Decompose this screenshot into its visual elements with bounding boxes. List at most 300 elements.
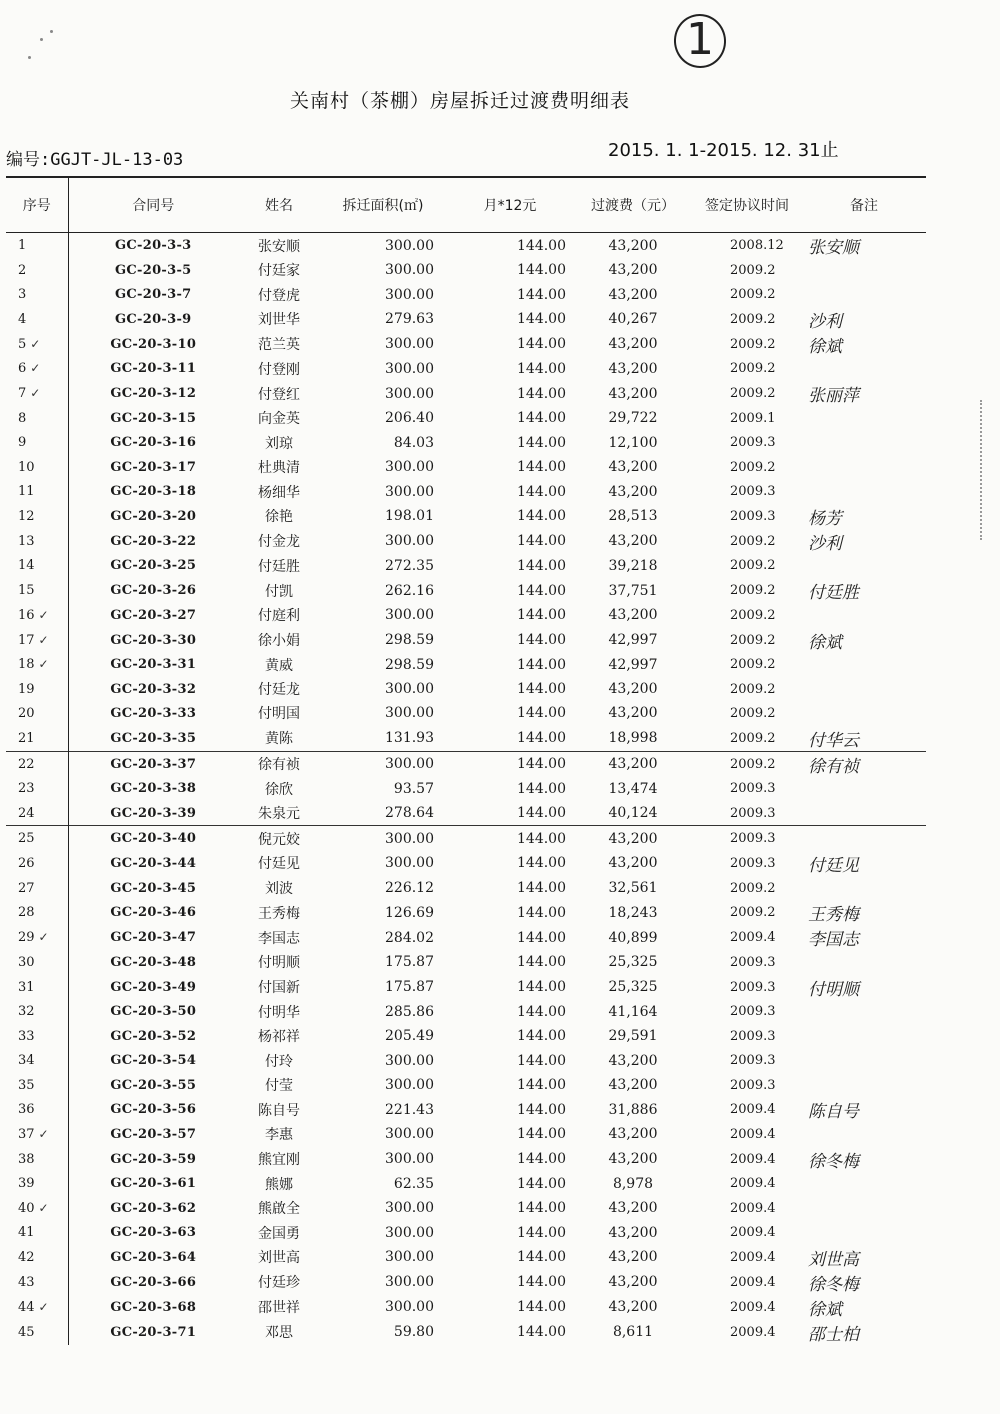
row-remark-text: 张安顺 [808,238,859,258]
row-monthly-rate-text: 144.00 [517,1028,566,1045]
row-sign-date [692,504,802,529]
row-index-text: 13 [18,533,35,549]
row-contract-number-text: GC-20-3-59 [110,1151,197,1167]
row-area-text: 300.00 [385,1299,434,1316]
row-contract-number-text: GC-20-3-22 [110,533,197,549]
row-area [320,826,446,851]
check-mark-icon: ✓ [38,1126,49,1141]
row-monthly-rate [446,479,574,503]
row-name [238,479,320,503]
row-name-text: 付凯 [265,583,293,600]
row-contract-number-text: GC-20-3-66 [110,1274,197,1290]
row-fee [574,1295,692,1320]
row-fee [574,431,692,455]
row-monthly-rate [446,578,574,603]
row-contract-number [68,701,238,725]
row-area [320,357,446,381]
row-remark-text: 沙利 [808,533,842,554]
row-sign-date-text: 2009.3 [730,1077,776,1093]
row-monthly-rate [446,751,574,777]
row-remark [802,504,926,529]
row-contract-number [68,406,238,430]
row-remark [802,1024,926,1048]
row-contract-number-text: GC-20-3-20 [110,508,197,524]
row-sign-date [692,925,802,950]
row-index [6,1097,68,1122]
row-remark [802,282,926,306]
row-monthly-rate-text: 144.00 [517,1324,566,1341]
row-area-text: 300.00 [385,830,434,847]
row-area-text: 300.00 [385,1200,434,1217]
row-index [6,1073,68,1097]
row-monthly-rate [446,554,574,578]
row-remark [802,628,926,653]
row-fee-text: 43,200 [608,483,658,500]
row-sign-date [692,1270,802,1295]
row-monthly-rate-text: 144.00 [517,705,566,722]
check-mark-icon: ✓ [30,361,41,376]
row-index-text: 4 [18,311,27,327]
row-index [6,554,68,578]
row-fee [574,701,692,725]
row-contract-number [68,282,238,306]
row-remark-text: 邵士柏 [808,1324,859,1345]
row-monthly-rate-text: 144.00 [517,1126,566,1143]
row-remark [802,431,926,455]
row-fee [574,950,692,974]
row-name-text: 付明国 [258,706,300,723]
row-contract-number [68,801,238,826]
row-name-text: 付国新 [258,980,300,997]
row-fee-text: 43,200 [608,681,658,698]
row-fee [574,504,692,529]
row-monthly-rate [446,1073,574,1097]
row-index [6,603,68,627]
row-name [238,455,320,479]
row-name [238,1097,320,1122]
row-name-text: 黄陈 [265,731,293,748]
row-sign-date-text: 2009.3 [730,484,776,500]
row-area [320,307,446,332]
row-fee-text: 31,886 [608,1101,658,1118]
row-remark [802,900,926,925]
table-row [6,1220,926,1244]
table-row [6,777,926,801]
row-fee-text: 28,513 [608,508,658,525]
row-name [238,701,320,725]
row-area [320,258,446,282]
row-sign-date-text: 2009.2 [730,681,776,697]
row-contract-number-text: GC-20-3-50 [110,1004,197,1020]
row-monthly-rate [446,851,574,876]
row-index-text: 29 [18,930,35,946]
row-index-text: 12 [18,508,35,524]
row-sign-date-text: 2009.3 [730,1053,776,1069]
row-area [320,455,446,479]
table-row [6,1048,926,1072]
row-contract-number [68,1147,238,1172]
row-area-text: 300.00 [385,533,434,550]
row-remark [802,876,926,900]
row-fee [574,1024,692,1048]
row-sign-date-text: 2008.12 [730,238,784,253]
row-name [238,751,320,777]
row-index [6,233,68,259]
row-index-text: 30 [18,954,35,970]
row-sign-date [692,1196,802,1220]
row-contract-number [68,1295,238,1320]
row-contract-number-text: GC-20-3-7 [114,287,192,303]
check-mark-icon: ✓ [38,657,49,672]
row-index-text: 26 [18,855,35,871]
row-remark-text: 陈自号 [808,1102,859,1123]
row-monthly-rate [446,1000,574,1024]
row-monthly-rate-text: 144.00 [517,1274,566,1291]
row-monthly-rate-text: 144.00 [517,607,566,624]
row-monthly-rate [446,406,574,430]
row-name-text: 刘波 [265,881,293,898]
row-area-text: 62.35 [393,1175,434,1192]
row-remark [802,1073,926,1097]
row-name [238,851,320,876]
row-fee [574,1220,692,1244]
row-index [6,1000,68,1024]
row-sign-date-text: 2009.4 [730,1176,776,1192]
row-fee [574,726,692,752]
row-sign-date-text: 2009.3 [730,435,776,451]
row-contract-number [68,578,238,603]
row-fee-text: 43,200 [608,830,658,847]
row-contract-number [68,1122,238,1146]
row-monthly-rate-text: 144.00 [517,1200,566,1217]
check-mark-icon: ✓ [30,336,41,351]
row-remark [802,381,926,406]
row-index-text: 17 [18,632,35,648]
row-sign-date [692,677,802,701]
row-index-text: 3 [18,287,27,303]
row-remark [802,1270,926,1295]
table-row [6,554,926,578]
row-area [320,1245,446,1270]
row-monthly-rate-text: 144.00 [517,904,566,921]
row-fee [574,628,692,653]
row-area-text: 205.49 [385,1028,434,1045]
row-fee-text: 43,200 [608,262,658,279]
row-index [6,1172,68,1196]
row-fee-text: 43,200 [608,1200,658,1217]
row-contract-number [68,925,238,950]
row-fee [574,1270,692,1295]
row-area [320,406,446,430]
row-fee-text: 13,474 [608,780,658,797]
row-remark-text: 付廷胜 [808,583,859,604]
row-monthly-rate [446,282,574,306]
row-sign-date-text: 2009.2 [730,533,776,549]
row-sign-date-text: 2009.3 [730,781,776,797]
row-name [238,628,320,653]
row-area [320,677,446,701]
row-name [238,1048,320,1072]
row-sign-date-text: 2009.4 [730,930,776,946]
row-contract-number-text: GC-20-3-38 [110,781,197,797]
row-monthly-rate [446,381,574,406]
row-sign-date [692,282,802,306]
row-monthly-rate-text: 144.00 [517,1151,566,1168]
row-monthly-rate [446,529,574,554]
row-name-text: 陈自号 [258,1102,300,1119]
row-sign-date-text: 2009.2 [730,361,776,377]
row-fee [574,1048,692,1072]
row-monthly-rate [446,975,574,1000]
row-index [6,726,68,752]
row-contract-number [68,504,238,529]
row-sign-date [692,1048,802,1072]
row-area-text: 131.93 [385,730,434,747]
row-contract-number [68,975,238,1000]
row-remark [802,777,926,801]
row-fee-text: 39,218 [608,557,658,574]
row-fee [574,332,692,357]
row-index [6,357,68,381]
row-index [6,1048,68,1072]
row-sign-date-text: 2009.3 [730,508,776,524]
row-monthly-rate [446,1245,574,1270]
row-monthly-rate [446,1172,574,1196]
row-area [320,554,446,578]
row-name-text: 付廷龙 [258,682,300,699]
header-fee: 过渡费（元） [574,177,692,233]
row-index-text: 8 [18,410,27,426]
row-index [6,258,68,282]
row-sign-date-text: 2009.4 [730,1274,776,1290]
row-fee-text: 8,611 [612,1324,654,1341]
row-area-text: 300.00 [385,1077,434,1093]
row-name [238,233,320,259]
row-monthly-rate-text: 144.00 [517,582,566,599]
row-index-text: 42 [18,1249,35,1265]
row-sign-date-text: 2009.2 [730,756,776,772]
relocation-fee-table [6,176,926,1345]
row-sign-date [692,357,802,381]
row-sign-date-text: 2009.2 [730,336,776,352]
row-name-text: 倪元姣 [258,831,300,848]
row-name [238,603,320,627]
row-name-text: 付玲 [265,1053,293,1070]
row-remark-text: 徐斌 [808,1299,842,1320]
row-sign-date [692,726,802,752]
row-index [6,876,68,900]
row-sign-date-text: 2009.2 [730,657,776,673]
row-monthly-rate-text: 144.00 [517,459,566,476]
row-area-text: 300.00 [385,1052,434,1069]
row-area-text: 300.00 [385,1224,434,1241]
row-fee [574,777,692,801]
row-index [6,282,68,306]
row-fee-text: 12,100 [608,434,658,451]
row-area [320,925,446,950]
row-contract-number [68,726,238,752]
row-index-text: 2 [18,262,27,278]
row-area [320,431,446,455]
row-index [6,381,68,406]
row-sign-date-text: 2009.2 [730,730,776,746]
row-index-text: 6 [18,361,27,377]
row-area [320,1122,446,1146]
row-remark [802,479,926,503]
row-area-text: 300.00 [385,237,434,254]
table-header-row [6,177,926,233]
row-contract-number [68,851,238,876]
row-area-text: 300.00 [385,286,434,303]
row-fee-text: 40,124 [608,805,658,822]
row-remark [802,258,926,282]
row-name [238,332,320,357]
row-remark [802,1220,926,1244]
row-monthly-rate-text: 144.00 [517,1249,566,1266]
row-monthly-rate-text: 144.00 [517,336,566,353]
row-area [320,1270,446,1295]
row-sign-date-text: 2009.2 [730,311,776,327]
row-sign-date [692,1295,802,1320]
row-contract-number-text: GC-20-3-68 [110,1299,197,1315]
row-area [320,1000,446,1024]
row-remark-text: 付明顺 [808,979,859,1000]
row-fee [574,751,692,777]
row-contract-number-text: GC-20-3-62 [110,1200,197,1216]
row-area [320,950,446,974]
row-area-text: 300.00 [385,756,434,773]
table-row [6,876,926,900]
row-area-text: 300.00 [385,385,434,402]
row-area [320,801,446,826]
row-remark [802,950,926,974]
row-fee [574,307,692,332]
row-index [6,851,68,876]
table-row [6,258,926,282]
row-name-text: 刘琼 [265,435,293,452]
header-date: 签定协议时间 [692,177,802,233]
row-area [320,233,446,259]
row-area [320,975,446,1000]
table-row [6,653,926,677]
row-fee [574,975,692,1000]
row-name-text: 张安顺 [258,238,300,255]
row-monthly-rate-text: 144.00 [517,855,566,872]
row-sign-date-text: 2009.4 [730,1225,776,1241]
table-row [6,1000,926,1024]
row-index-text: 18 [18,657,35,673]
row-area [320,479,446,503]
row-sign-date [692,1097,802,1122]
row-contract-number-text: GC-20-3-16 [110,435,197,451]
header-area: 拆迁面积(㎡) [320,177,446,233]
row-name [238,529,320,554]
row-contract-number-text: GC-20-3-45 [110,880,197,896]
row-sign-date-text: 2009.2 [730,880,776,896]
row-fee-text: 29,722 [608,410,658,427]
row-fee [574,826,692,851]
table-row [6,677,926,701]
row-sign-date [692,801,802,826]
row-name [238,1295,320,1320]
row-index-text: 7 [18,386,27,402]
row-index-text: 11 [18,484,35,500]
row-fee-text: 43,200 [608,459,658,476]
check-mark-icon: ✓ [30,386,41,401]
row-contract-number-text: GC-20-3-25 [110,558,197,574]
row-name [238,406,320,430]
row-name [238,282,320,306]
row-contract-number-text: GC-20-3-17 [110,459,197,475]
row-fee [574,925,692,950]
row-monthly-rate-text: 144.00 [517,656,566,673]
row-name-text: 付廷胜 [258,558,300,575]
row-sign-date [692,851,802,876]
row-fee-text: 43,200 [608,1299,658,1316]
row-fee-text: 43,200 [608,1151,658,1168]
row-sign-date-text: 2009.4 [730,1200,776,1216]
row-monthly-rate-text: 144.00 [517,262,566,279]
row-contract-number-text: GC-20-3-27 [110,607,197,623]
row-index [6,701,68,725]
row-area-text: 175.87 [385,954,434,971]
table-row [6,1172,926,1196]
table-row [6,1097,926,1122]
row-name-text: 杜典清 [258,460,300,477]
header-index: 序号 [6,177,68,233]
row-index [6,479,68,503]
row-name-text: 付庭利 [258,608,300,625]
row-monthly-rate [446,504,574,529]
row-name [238,1024,320,1048]
row-remark [802,1320,926,1345]
row-sign-date [692,1320,802,1345]
table-row [6,701,926,725]
row-index [6,1147,68,1172]
row-name-text: 杨细华 [258,484,300,501]
row-sign-date [692,1122,802,1146]
row-name [238,653,320,677]
row-remark [802,307,926,332]
row-index-text: 44 [18,1299,35,1315]
table-row [6,1245,926,1270]
row-remark [802,677,926,701]
row-fee [574,876,692,900]
row-name [238,925,320,950]
row-remark-text: 杨芳 [808,508,842,529]
row-contract-number-text: GC-20-3-63 [110,1225,197,1241]
row-fee-text: 40,267 [608,311,658,328]
row-contract-number-text: GC-20-3-3 [114,238,192,253]
row-monthly-rate-text: 144.00 [517,508,566,525]
row-monthly-rate-text: 144.00 [517,1101,566,1118]
row-name-text: 熊娜 [265,1176,293,1193]
row-remark-text: 李国志 [808,930,859,951]
table-row [6,726,926,752]
row-area [320,1172,446,1196]
table-row [6,851,926,876]
row-sign-date [692,1000,802,1024]
row-fee-text: 42,997 [608,656,658,673]
row-sign-date-text: 2009.4 [730,1151,776,1167]
row-fee [574,258,692,282]
row-remark [802,554,926,578]
row-index-text: 24 [18,805,35,821]
row-area [320,1295,446,1320]
row-remark [802,332,926,357]
row-contract-number-text: GC-20-3-55 [110,1077,197,1093]
scan-speck [50,30,53,33]
